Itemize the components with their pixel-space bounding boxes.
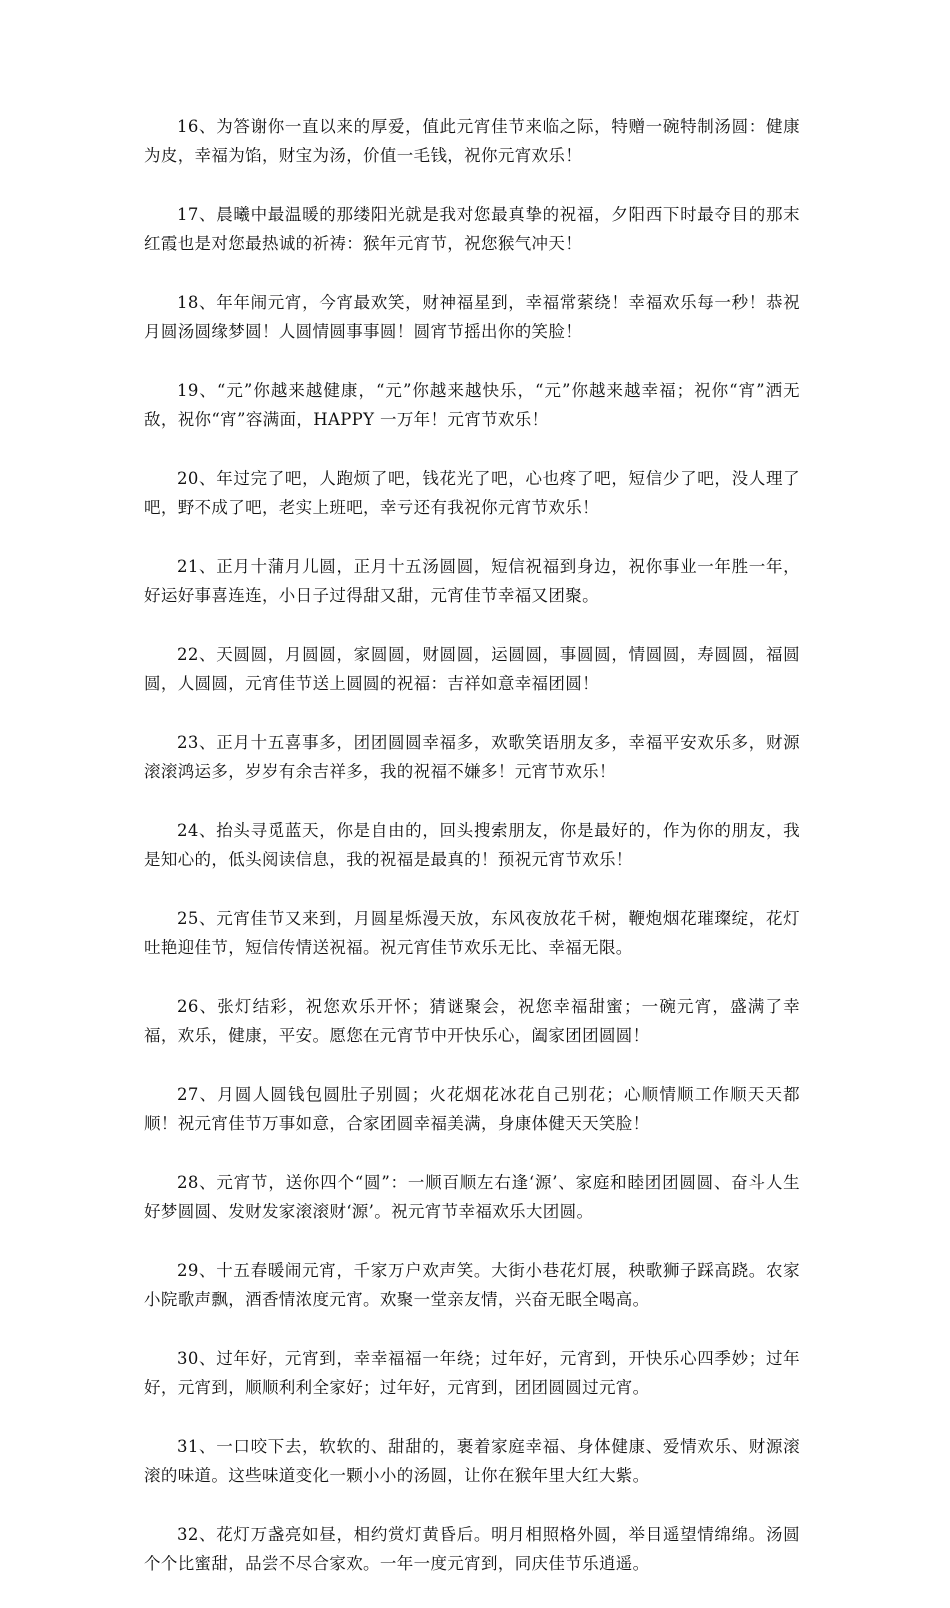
- paragraph-24: 24、抬头寻觅蓝天，你是自由的，回头搜索朋友，你是最好的，作为你的朋友，我是知心的，低头阅读信息，我的祝福是最真的！预祝元宵节欢乐！: [144, 821, 800, 869]
- paragraph-30: 30、过年好，元宵到，幸幸福福一年绕；过年好，元宵到，开快乐心四季妙；过年好，元宵到，顺顺利利全家好；过年好，元宵到，团团圆圆过元宵。: [144, 1349, 800, 1397]
- paragraph-21: 21、正月十蒲月儿圆，正月十五汤圆圆，短信祝福到身边，祝你事业一年胜一年，好运好事喜连连，小日子过得甜又甜，元宵佳节幸福又团聚。: [144, 557, 800, 605]
- paragraph-18: 18、年年闹元宵，今宵最欢笑，财神福星到，幸福常萦绕！幸福欢乐每一秒！恭祝月圆汤圆缘梦圆！人圆情圆事事圆！圆宵节摇出你的笑脸！: [144, 293, 800, 341]
- paragraph-23: 23、正月十五喜事多，团团圆圆幸福多，欢歌笑语朋友多，幸福平安欢乐多，财源滚滚鸿运多，岁岁有余吉祥多，我的祝福不嫌多！元宵节欢乐！: [144, 733, 800, 781]
- paragraph-26: 26、张灯结彩，祝您欢乐开怀；猜谜聚会，祝您幸福甜蜜；一碗元宵，盛满了幸福，欢乐，健康，平安。愿您在元宵节中开快乐心，阖家团团圆圆！: [144, 997, 800, 1045]
- paragraph-31: 31、一口咬下去，软软的、甜甜的，裹着家庭幸福、身体健康、爱情欢乐、财源滚滚的味道。这些味道变化一颗小小的汤圆，让你在猴年里大红大紫。: [144, 1437, 800, 1485]
- paragraph-22: 22、天圆圆，月圆圆，家圆圆，财圆圆，运圆圆，事圆圆，情圆圆，寿圆圆，福圆圆，人圆圆，元宵佳节送上圆圆的祝福：吉祥如意幸福团圆！: [144, 645, 800, 693]
- paragraph-28: 28、元宵节，送你四个“圆”：一顺百顺左右逢‘源’、家庭和睦团团圆圆、奋斗人生好梦圆圆、发财发家滚滚财‘源’。祝元宵节幸福欢乐大团圆。: [144, 1173, 800, 1221]
- paragraph-20: 20、年过完了吧，人跑烦了吧，钱花光了吧，心也疼了吧，短信少了吧，没人理了吧，野不成了吧，老实上班吧，幸亏还有我祝你元宵节欢乐！: [144, 469, 800, 517]
- paragraph-25: 25、元宵佳节又来到，月圆星烁漫天放，东风夜放花千树，鞭炮烟花璀璨绽，花灯吐艳迎佳节，短信传情送祝福。祝元宵佳节欢乐无比、幸福无限。: [144, 909, 800, 957]
- paragraph-16: 16、为答谢你一直以来的厚爱，值此元宵佳节来临之际，特赠一碗特制汤圆：健康为皮，幸福为馅，财宝为汤，价值一毛钱，祝你元宵欢乐！: [144, 117, 800, 165]
- paragraph-32: 32、花灯万盏亮如昼，相约赏灯黄昏后。明月相照格外圆，举目遥望情绵绵。汤圆个个比蜜甜，品尝不尽合家欢。一年一度元宵到，同庆佳节乐逍遥。: [144, 1525, 800, 1573]
- paragraph-27: 27、月圆人圆钱包圆肚子别圆；火花烟花冰花自己别花；心顺情顺工作顺天天都顺！祝元宵佳节万事如意，合家团圆幸福美满，身康体健天天笑脸！: [144, 1085, 800, 1133]
- paragraph-17: 17、晨曦中最温暖的那缕阳光就是我对您最真挚的祝福，夕阳西下时最夺目的那末红霞也是对您最热诚的祈祷：猴年元宵节，祝您猴气冲天！: [144, 205, 800, 253]
- paragraph-29: 29、十五春暖闹元宵，千家万户欢声笑。大街小巷花灯展，秧歌狮子踩高跷。农家小院歌声飘，酒香情浓度元宵。欢聚一堂亲友情，兴奋无眠全喝高。: [144, 1261, 800, 1309]
- paragraph-19: 19、“元”你越来越健康，“元”你越来越快乐，“元”你越来越幸福；祝你“宵”洒无敌，祝你“宵”容满面，HAPPY 一万年！元宵节欢乐！: [144, 381, 800, 429]
- document-body: [144, 112, 800, 1608]
